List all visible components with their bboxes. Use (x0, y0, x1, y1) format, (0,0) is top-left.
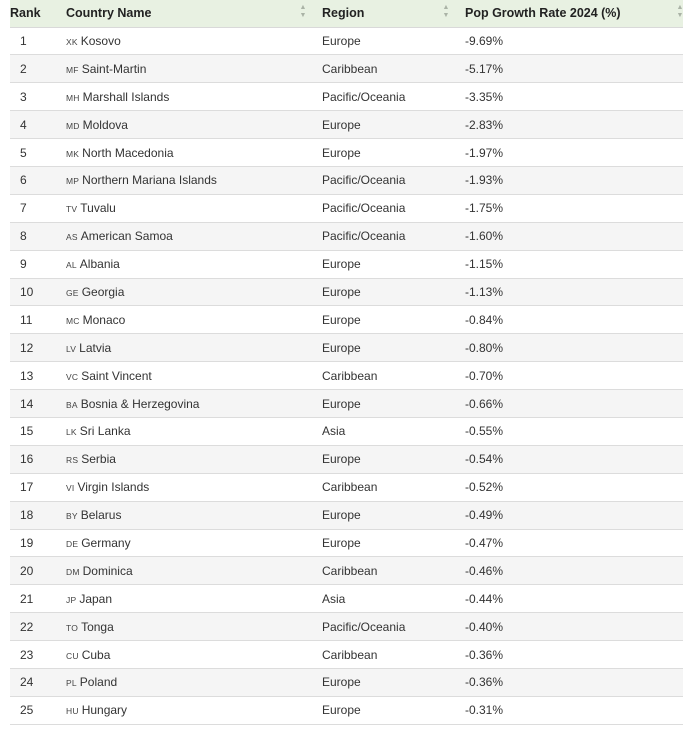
country-name: Northern Mariana Islands (82, 173, 217, 188)
rank-cell: 19 (10, 529, 66, 557)
table-row (10, 557, 683, 585)
country-name: Marshall Islands (82, 89, 170, 104)
rank-cell: 9 (10, 250, 66, 278)
table-body (10, 27, 683, 724)
region-cell: Europe (322, 334, 465, 362)
country-name: Japan (79, 591, 113, 606)
country-code: AS (66, 232, 78, 243)
growth-rate-cell: -1.13% (465, 278, 683, 306)
table-header (10, 0, 683, 27)
table-row (10, 166, 683, 194)
region-cell: Caribbean (322, 362, 465, 390)
country-cell (66, 696, 322, 724)
country-cell (66, 194, 322, 222)
country-cell (66, 390, 322, 418)
region-cell: Asia (322, 417, 465, 445)
data-table (10, 0, 683, 725)
country-cell (66, 557, 322, 585)
rank-cell: 17 (10, 473, 66, 501)
table-row (10, 55, 683, 83)
region-cell: Pacific/Oceania (322, 222, 465, 250)
region-cell: Europe (322, 529, 465, 557)
country-code: BA (66, 399, 78, 410)
growth-rate-cell: -5.17% (465, 55, 683, 83)
table-row (10, 641, 683, 669)
table-row (10, 473, 683, 501)
country-code: CU (66, 650, 79, 661)
country-code: MD (66, 120, 80, 131)
column-header-country-label: Country Name (66, 6, 152, 20)
region-cell: Europe (322, 139, 465, 167)
table-row (10, 250, 683, 278)
rank-cell: 25 (10, 696, 66, 724)
country-code: MF (66, 64, 79, 75)
country-code: LV (66, 343, 77, 354)
rank-cell: 22 (10, 613, 66, 641)
table-row (10, 278, 683, 306)
region-cell: Europe (322, 390, 465, 418)
country-name: Monaco (82, 312, 126, 327)
growth-rate-cell: -0.54% (465, 445, 683, 473)
rank-cell: 10 (10, 278, 66, 306)
growth-rate-cell: -2.83% (465, 111, 683, 139)
country-code: DE (66, 538, 79, 549)
column-header-growth-label: Pop Growth Rate 2024 (%) (465, 6, 621, 20)
country-code: BY (66, 511, 78, 522)
table-row (10, 417, 683, 445)
column-header-country[interactable] (66, 0, 322, 27)
rank-cell: 8 (10, 222, 66, 250)
country-cell (66, 362, 322, 390)
rank-cell: 11 (10, 306, 66, 334)
table-row (10, 668, 683, 696)
column-header-rank[interactable] (10, 0, 66, 27)
growth-rate-cell: -0.80% (465, 334, 683, 362)
region-cell: Caribbean (322, 473, 465, 501)
region-cell: Pacific/Oceania (322, 166, 465, 194)
country-cell (66, 668, 322, 696)
table-row (10, 334, 683, 362)
country-code: MP (66, 176, 80, 187)
growth-rate-cell: -0.84% (465, 306, 683, 334)
sort-arrows-icon[interactable]: ▲ ▼ (442, 4, 450, 19)
table-row (10, 111, 683, 139)
country-cell (66, 473, 322, 501)
country-name: Tuvalu (80, 201, 116, 216)
country-name: Belarus (80, 508, 122, 523)
country-name: Dominica (82, 563, 133, 578)
country-name: Germany (81, 535, 131, 550)
table-row (10, 613, 683, 641)
rank-cell: 7 (10, 194, 66, 222)
region-cell: Europe (322, 27, 465, 55)
growth-rate-cell: -0.49% (465, 501, 683, 529)
country-name: Georgia (81, 284, 125, 299)
rank-cell: 2 (10, 55, 66, 83)
country-cell (66, 445, 322, 473)
country-name: Saint-Martin (81, 61, 147, 76)
country-cell (66, 83, 322, 111)
country-code: PL (66, 678, 77, 689)
growth-rate-cell: -0.47% (465, 529, 683, 557)
population-growth-table (10, 0, 683, 725)
column-header-region[interactable] (322, 0, 465, 27)
table-row (10, 362, 683, 390)
country-cell (66, 585, 322, 613)
column-header-rank-label: Rank (10, 6, 41, 20)
region-cell: Europe (322, 445, 465, 473)
table-row (10, 529, 683, 557)
country-code: GE (66, 287, 79, 298)
country-code: TO (66, 622, 79, 633)
region-cell: Europe (322, 278, 465, 306)
region-cell: Pacific/Oceania (322, 83, 465, 111)
growth-rate-cell: -1.60% (465, 222, 683, 250)
growth-rate-cell: -0.40% (465, 613, 683, 641)
country-cell (66, 250, 322, 278)
country-name: Albania (79, 257, 120, 272)
rank-cell: 6 (10, 166, 66, 194)
table-row (10, 445, 683, 473)
country-cell (66, 111, 322, 139)
country-code: LK (66, 427, 77, 438)
table-row (10, 222, 683, 250)
country-code: MH (66, 92, 80, 103)
sort-arrows-icon[interactable]: ▲ ▼ (676, 4, 683, 19)
country-cell (66, 139, 322, 167)
growth-rate-cell: -1.93% (465, 166, 683, 194)
rank-cell: 1 (10, 27, 66, 55)
country-name: Moldova (82, 117, 128, 132)
table-row (10, 194, 683, 222)
growth-rate-cell: -0.36% (465, 668, 683, 696)
country-code: HU (66, 706, 79, 717)
country-cell (66, 55, 322, 83)
country-name: Bosnia & Herzegovina (80, 396, 200, 411)
region-cell: Caribbean (322, 55, 465, 83)
growth-rate-cell: -0.36% (465, 641, 683, 669)
region-cell: Caribbean (322, 557, 465, 585)
growth-rate-cell: -3.35% (465, 83, 683, 111)
table-row (10, 83, 683, 111)
country-name: Latvia (79, 340, 112, 355)
country-cell (66, 334, 322, 362)
column-header-growth[interactable] (465, 0, 683, 27)
column-header-region-label: Region (322, 6, 365, 20)
country-cell (66, 613, 322, 641)
rank-cell: 13 (10, 362, 66, 390)
table-row (10, 696, 683, 724)
country-code: MK (66, 148, 80, 159)
table-row (10, 27, 683, 55)
country-name: Saint Vincent (81, 368, 152, 383)
growth-rate-cell: -0.52% (465, 473, 683, 501)
table-row (10, 501, 683, 529)
rank-cell: 3 (10, 83, 66, 111)
rank-cell: 12 (10, 334, 66, 362)
table-row (10, 390, 683, 418)
region-cell: Europe (322, 111, 465, 139)
country-code: JP (66, 594, 77, 605)
region-cell: Europe (322, 250, 465, 278)
country-cell (66, 166, 322, 194)
rank-cell: 5 (10, 139, 66, 167)
country-name: Sri Lanka (79, 424, 131, 439)
growth-rate-cell: -9.69% (465, 27, 683, 55)
region-cell: Europe (322, 306, 465, 334)
country-code: AL (66, 260, 77, 271)
rank-cell: 4 (10, 111, 66, 139)
rank-cell: 21 (10, 585, 66, 613)
region-cell: Europe (322, 501, 465, 529)
country-code: DM (66, 566, 80, 577)
header-row (10, 0, 683, 27)
region-cell: Caribbean (322, 641, 465, 669)
growth-rate-cell: -0.55% (465, 417, 683, 445)
country-cell (66, 641, 322, 669)
growth-rate-cell: -0.66% (465, 390, 683, 418)
growth-rate-cell: -0.46% (465, 557, 683, 585)
rank-cell: 20 (10, 557, 66, 585)
growth-rate-cell: -0.31% (465, 696, 683, 724)
table-row (10, 585, 683, 613)
table-row (10, 139, 683, 167)
sort-arrows-icon[interactable]: ▲ ▼ (299, 4, 307, 19)
country-cell (66, 501, 322, 529)
country-name: Kosovo (80, 33, 121, 48)
country-cell (66, 529, 322, 557)
rank-cell: 24 (10, 668, 66, 696)
country-name: American Samoa (80, 229, 173, 244)
country-code: MC (66, 315, 80, 326)
country-name: Serbia (81, 452, 116, 467)
table-row (10, 306, 683, 334)
region-cell: Europe (322, 668, 465, 696)
growth-rate-cell: -1.75% (465, 194, 683, 222)
region-cell: Pacific/Oceania (322, 194, 465, 222)
region-cell: Pacific/Oceania (322, 613, 465, 641)
country-code: TV (66, 204, 78, 215)
rank-cell: 23 (10, 641, 66, 669)
rank-cell: 16 (10, 445, 66, 473)
growth-rate-cell: -1.97% (465, 139, 683, 167)
rank-cell: 18 (10, 501, 66, 529)
country-name: Hungary (81, 703, 128, 718)
country-code: VC (66, 371, 79, 382)
country-code: RS (66, 455, 79, 466)
growth-rate-cell: -1.15% (465, 250, 683, 278)
country-name: Poland (79, 675, 118, 690)
country-code: XK (66, 36, 78, 47)
country-cell (66, 27, 322, 55)
country-cell (66, 417, 322, 445)
country-name: North Macedonia (82, 145, 174, 160)
region-cell: Europe (322, 696, 465, 724)
country-name: Tonga (81, 619, 114, 634)
country-name: Virgin Islands (77, 480, 150, 495)
rank-cell: 14 (10, 390, 66, 418)
growth-rate-cell: -0.44% (465, 585, 683, 613)
country-code: VI (66, 483, 75, 494)
rank-cell: 15 (10, 417, 66, 445)
country-cell (66, 306, 322, 334)
country-name: Cuba (81, 647, 111, 662)
country-cell (66, 222, 322, 250)
region-cell: Asia (322, 585, 465, 613)
country-cell (66, 278, 322, 306)
growth-rate-cell: -0.70% (465, 362, 683, 390)
